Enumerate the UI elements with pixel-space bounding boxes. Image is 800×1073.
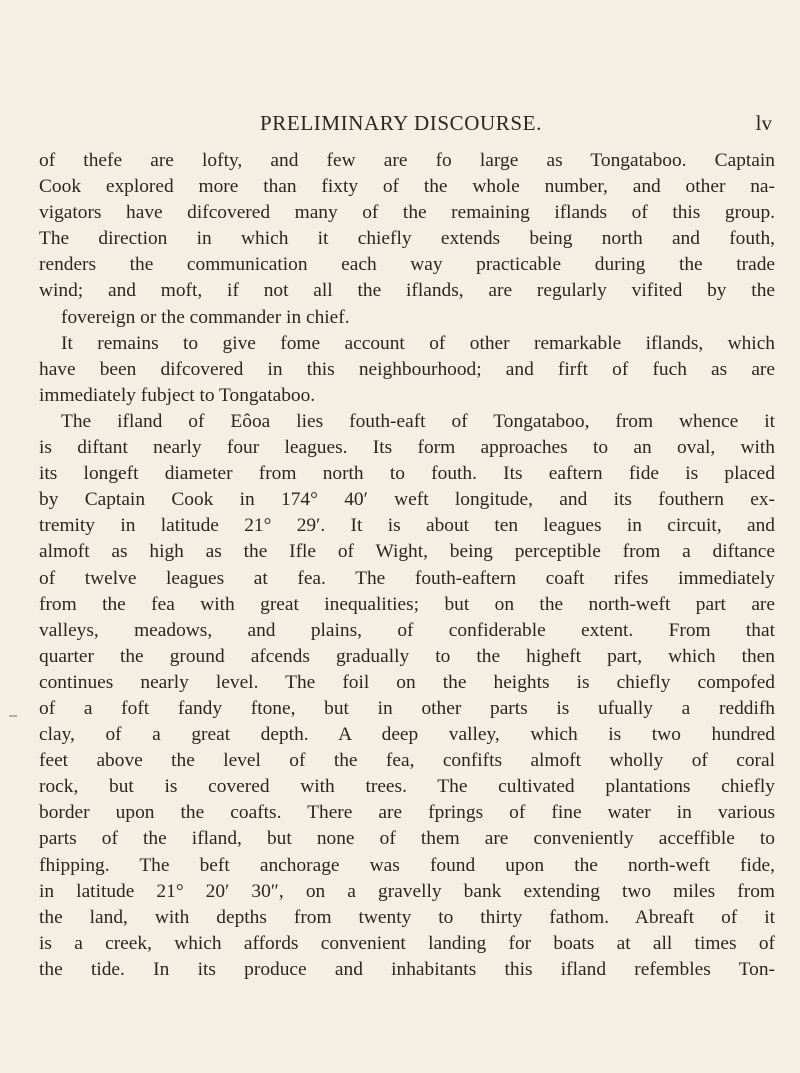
- body-text: [39, 148, 775, 983]
- text-line: the land, with depths from twenty to thirty fathom. Abreaft of it: [39, 906, 775, 928]
- running-head: [260, 111, 780, 137]
- text-line: by Captain Cook in 174° 40′ weft longitude, and its fouthern ex-: [39, 489, 775, 511]
- text-line: fovereign or the commander in chief.: [61, 306, 350, 328]
- text-line: is diftant nearly four leagues. Its form approaches to an oval, with: [39, 437, 775, 459]
- text-line: valleys, meadows, and plains, of confiderable extent. From that: [39, 619, 775, 641]
- text-line: wind; and moft, if not all the iflands, are regularly vifited by the: [39, 280, 775, 302]
- text-line: vigators have difcovered many of the remaining iflands of this group.: [39, 202, 775, 224]
- text-line: of twelve leagues at fea. The fouth-eaftern coaft rifes immediately: [39, 567, 775, 589]
- text-line: The ifland of Eôoa lies fouth-eaft of Tongataboo, from whence it: [61, 410, 775, 432]
- text-line: from the fea with great inequalities; but on the north-weft part are: [39, 593, 775, 615]
- text-line: the tide. In its produce and inhabitants this ifland refembles Ton-: [39, 958, 775, 980]
- text-line: feet above the level of the fea, confifts almoft wholly of coral: [39, 750, 775, 772]
- text-line: renders the communication each way practicable during the trade: [39, 254, 775, 276]
- text-line: parts of the ifland, but none of them are conveniently acceffible to: [39, 828, 775, 850]
- text-line: of a foft fandy ftone, but in other parts is ufually a reddifh: [39, 697, 775, 719]
- text-line: Cook explored more than fixty of the whole number, and other na-: [39, 176, 775, 198]
- margin-mark: [9, 715, 17, 717]
- running-head-title: PRELIMINARY DISCOURSE.: [260, 111, 542, 135]
- text-line: almoft as high as the Ifle of Wight, being perceptible from a diftance: [39, 541, 775, 563]
- text-line: border upon the coafts. There are fprings of fine water in various: [39, 802, 775, 824]
- text-line: in latitude 21° 20′ 30″, on a gravelly bank extending two miles from: [39, 880, 775, 902]
- text-line: quarter the ground afcends gradually to the higheft part, which then: [39, 645, 775, 667]
- text-line: fhipping. The beft anchorage was found upon the north-weft fide,: [39, 854, 775, 876]
- text-line: its longeft diameter from north to fouth. Its eaftern fide is placed: [39, 463, 775, 485]
- text-line: tremity in latitude 21° 29′. It is about ten leagues in circuit, and: [39, 515, 775, 537]
- page-number: lv: [755, 111, 772, 135]
- text-line: It remains to give fome account of other remarkable iflands, which: [61, 332, 775, 354]
- text-line: The direction in which it chiefly extends being north and fouth,: [39, 228, 775, 250]
- text-line: of thefe are lofty, and few are fo large as Tongataboo. Captain: [39, 150, 775, 171]
- text-line: immediately fubject to Tongataboo.: [39, 384, 316, 406]
- text-line: have been difcovered in this neighbourhood; and firft of fuch as are: [39, 358, 775, 380]
- text-line: continues nearly level. The foil on the heights is chiefly compofed: [39, 671, 775, 693]
- text-line: rock, but is covered with trees. The cultivated plantations chiefly: [39, 776, 775, 798]
- text-line: clay, of a great depth. A deep valley, which is two hundred: [39, 724, 775, 746]
- text-line: is a creek, which affords convenient landing for boats at all times of: [39, 932, 775, 954]
